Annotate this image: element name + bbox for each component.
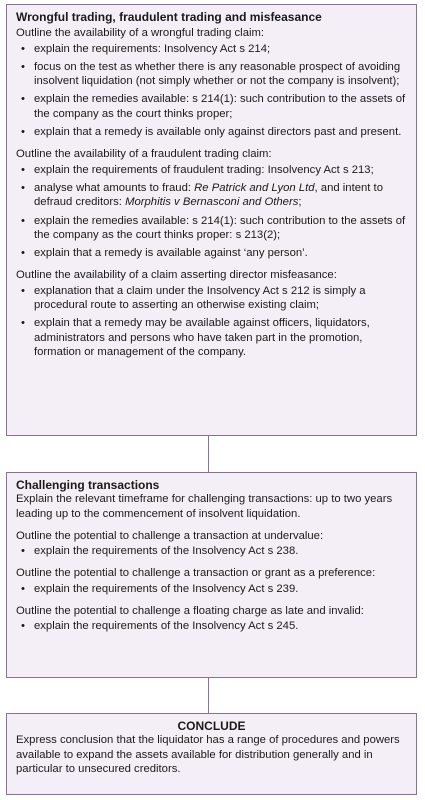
bullet-icon: • xyxy=(21,93,25,106)
bullet-icon: • xyxy=(21,42,25,55)
list-item: • focus on the test as whether there is any reasonable prospect of avoiding insolvent liquidation (not simply whether or not the company is insolvent); xyxy=(21,60,401,88)
bullet-icon: • xyxy=(21,214,25,227)
bullet-list xyxy=(16,619,407,633)
case-citation: Morphitis v Bernasconi and Others xyxy=(125,196,299,209)
conclusion-text: Express conclusion that the liquidator has a range of procedures and powers available to expand the assets available for distribution generally and in particular to unsecured creditors. xyxy=(16,734,400,775)
bullet-icon: • xyxy=(21,126,25,139)
conclude-box xyxy=(6,713,417,795)
list-item: • explain the remedies available: s 214(1): such contribution to the assets of the company as the court thinks proper: s 213(2); xyxy=(21,214,406,241)
case-citation: Re Patrick and Lyon Ltd xyxy=(194,181,315,194)
bullet-icon: • xyxy=(21,247,25,260)
list-item: • explain the requirements of fraudulent trading: Insolvency Act s 213; xyxy=(21,163,374,176)
list-item: • explain the requirements: Insolvency Act s 214; xyxy=(21,42,271,55)
misfeasance-section xyxy=(16,268,407,359)
bullet-icon: • xyxy=(21,181,25,194)
box-heading: CONCLUDE xyxy=(177,719,246,733)
flow-connector xyxy=(208,436,209,472)
list-item: • explain that a remedy may be available against officers, liquidators, administrators and persons who have taken part in the promotion, formation or management of the company. xyxy=(21,317,370,358)
bullet-icon: • xyxy=(21,60,25,73)
list-item: • analyse what amounts to fraud: Re Patrick and Lyon Ltd, and intent to defraud creditors: Morphitis v Bernasconi and Others; xyxy=(21,181,383,209)
bullet-list xyxy=(16,544,407,558)
challenging-transactions-box xyxy=(6,472,417,678)
bullet-icon: • xyxy=(21,284,25,297)
flow-connector xyxy=(208,678,209,713)
section-intro: Outline the availability of a wrongful trading claim: xyxy=(16,27,265,40)
bullet-icon: • xyxy=(21,620,25,633)
floating-charge-section xyxy=(16,604,407,634)
bullet-list xyxy=(16,42,407,140)
fraudulent-trading-section xyxy=(16,147,407,260)
list-item: • explain the remedies available: s 214(1): such contribution to the assets of the company as the court thinks proper; xyxy=(21,93,406,120)
list-item: • explain the requirements of the Insolvency Act s 238. xyxy=(21,545,299,558)
section-intro: Outline the potential to challenge a transaction at undervalue: xyxy=(16,529,324,542)
box-heading: Wrongful trading, fraudulent trading and misfeasance xyxy=(16,10,322,24)
list-item: • explanation that a claim under the Insolvency Act s 212 is simply a procedural route to asserting an otherwise existing claim; xyxy=(21,284,366,312)
box-heading: Challenging transactions xyxy=(16,478,160,492)
box-lead: Explain the relevant timeframe for challenging transactions: up to two years leading up to the commencement of insolvent liquidation. xyxy=(16,493,393,520)
undervalue-section xyxy=(16,529,407,559)
bullet-icon: • xyxy=(21,582,25,595)
list-item: • explain the requirements of the Insolvency Act s 239. xyxy=(21,582,299,595)
preference-section xyxy=(16,566,407,596)
bullet-icon: • xyxy=(21,545,25,558)
wrongful-trading-box xyxy=(6,4,417,436)
section-intro: Outline the availability of a claim asserting director misfeasance: xyxy=(16,269,337,282)
wrongful-trading-section xyxy=(16,26,407,139)
bullet-list xyxy=(16,163,407,261)
bullet-list xyxy=(16,284,407,359)
list-item: • explain that a remedy is available against ‘any person’. xyxy=(21,247,308,260)
bullet-icon: • xyxy=(21,163,25,176)
list-item: • explain the requirements of the Insolvency Act s 245. xyxy=(21,620,299,633)
section-intro: Outline the availability of a fraudulent trading claim: xyxy=(16,148,272,161)
bullet-icon: • xyxy=(21,317,25,330)
section-intro: Outline the potential to challenge a transaction or grant as a preference: xyxy=(16,567,376,580)
section-intro: Outline the potential to challenge a floating charge as late and invalid: xyxy=(16,605,364,618)
bullet-list xyxy=(16,582,407,596)
list-item: • explain that a remedy is available only against directors past and present. xyxy=(21,126,402,139)
